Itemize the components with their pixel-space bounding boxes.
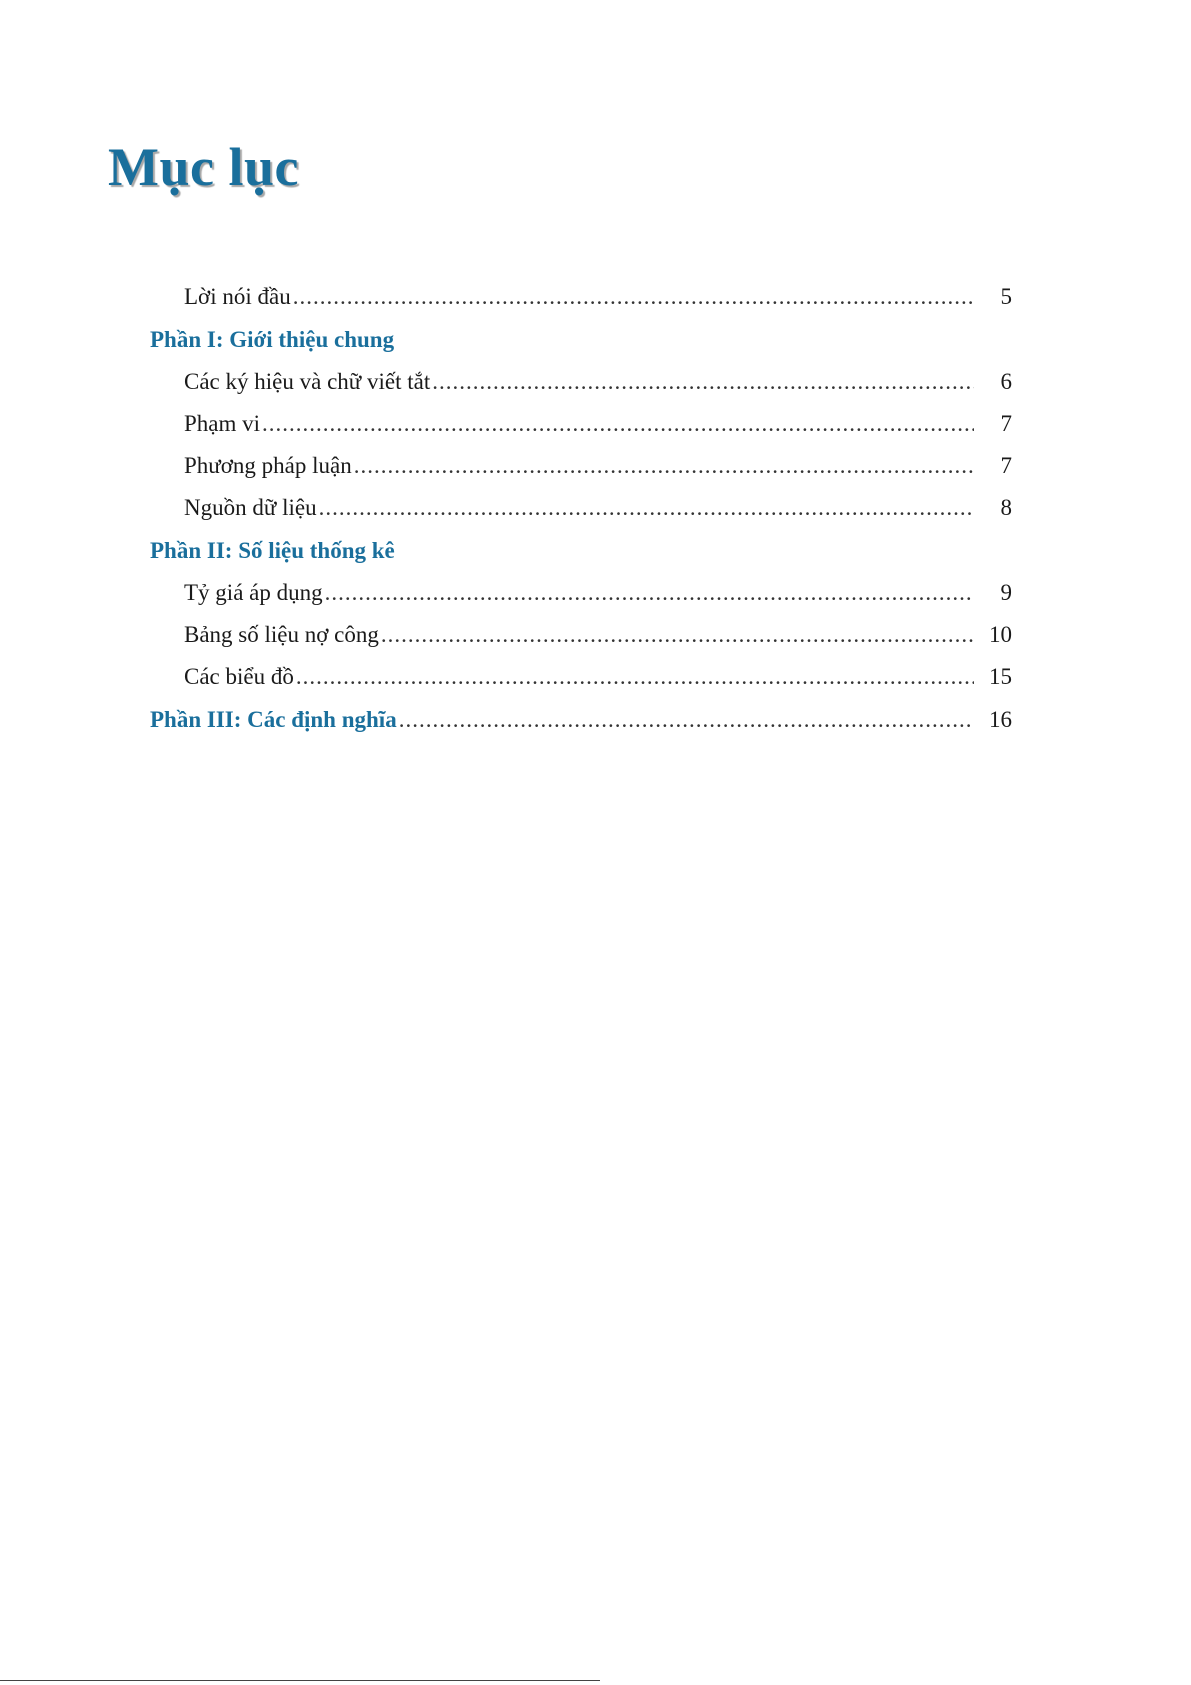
toc-dot-leader — [293, 284, 974, 310]
toc-entry-nguon-du-lieu[interactable] — [150, 487, 1012, 529]
footer-rule — [0, 1680, 600, 1681]
toc-entry-bieu-do[interactable] — [150, 656, 1012, 698]
toc-entry-ty-gia[interactable] — [150, 572, 1012, 614]
toc-section-label: Phần III: Các định nghĩa — [150, 706, 397, 732]
toc-entry-label: Phạm vi — [184, 411, 261, 436]
toc-entry-label: Nguồn dữ liệu — [184, 495, 317, 520]
toc-dot-leader — [432, 369, 974, 395]
toc-section-phan-3[interactable] — [150, 698, 1012, 741]
toc-page-number: 9 — [1000, 580, 1012, 605]
toc-entry-label: Tỷ giá áp dụng — [184, 580, 323, 605]
page-title: Mục lục — [108, 137, 299, 197]
toc-entry-label: Các biểu đồ — [184, 664, 294, 689]
toc-section-label: Phần II: Số liệu thống kê — [150, 537, 395, 563]
toc-page-number: 6 — [1000, 369, 1012, 394]
toc-entry-loi-noi-dau[interactable] — [150, 276, 1012, 318]
toc-page-number: 7 — [1000, 411, 1012, 436]
toc-entry-pham-vi[interactable] — [150, 403, 1012, 445]
toc-entry-label: Lời nói đầu — [184, 284, 291, 309]
toc-dot-leader — [354, 453, 974, 479]
table-of-contents — [150, 276, 1012, 741]
toc-dot-leader — [381, 622, 974, 648]
toc-dot-leader — [399, 707, 974, 733]
toc-section-phan-2[interactable] — [150, 529, 1012, 572]
toc-page-number: 8 — [1000, 495, 1012, 520]
toc-entry-phuong-phap-luan[interactable] — [150, 445, 1012, 487]
toc-section-phan-1[interactable] — [150, 318, 1012, 361]
toc-page-number: 7 — [1000, 453, 1012, 478]
toc-dot-leader — [296, 664, 974, 690]
toc-page-number: 16 — [989, 706, 1012, 732]
toc-page-number: 10 — [989, 622, 1012, 647]
toc-entry-bang-so-lieu[interactable] — [150, 614, 1012, 656]
toc-entry-ky-hieu[interactable] — [150, 361, 1012, 403]
toc-entry-label: Các ký hiệu và chữ viết tắt — [184, 369, 431, 394]
toc-dot-leader — [325, 580, 974, 606]
toc-page-number: 5 — [1000, 284, 1012, 309]
toc-entry-label: Bảng số liệu nợ công — [184, 622, 379, 647]
toc-dot-leader — [262, 411, 974, 437]
toc-entry-label: Phương pháp luận — [184, 453, 352, 478]
toc-dot-leader — [319, 495, 974, 521]
toc-section-label: Phần I: Giới thiệu chung — [150, 326, 395, 352]
toc-page-number: 15 — [989, 664, 1012, 689]
